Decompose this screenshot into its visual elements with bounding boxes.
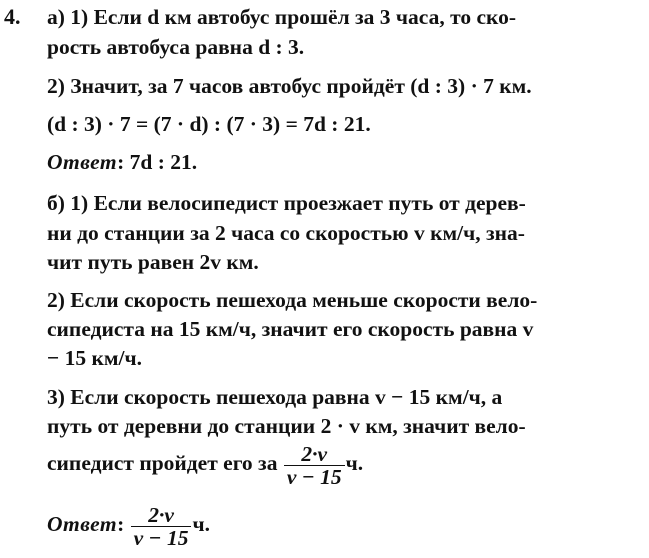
time-fraction [284,443,345,488]
answer-fraction [131,504,192,549]
part-a-line-2: рость автобуса равна d : 3. [47,35,305,59]
answer-suffix: ч. [192,512,210,536]
part-b-line-9 [47,435,363,491]
answer-colon: : [117,512,125,536]
fraction-numerator: 2·v [284,443,345,466]
part-b-line-8: путь от деревни до станции 2 · v км, значит вело- [47,414,526,438]
part-b-line-3: чит путь равен 2v км. [47,250,259,274]
answer-label: Ответ [47,512,118,536]
part-b-line-2: ни до станции за 2 часа со скоростью v км/ч, зна- [47,221,525,245]
part-a-line-3: 2) Значит, за 7 часов автобус пройдёт (d : 3) · 7 км. [47,74,532,98]
answer-label: Ответ [47,150,118,174]
part-b-line-6: − 15 км/ч. [47,346,143,370]
line9-prefix: сипедист пройдет его за [47,451,278,475]
line9-suffix: ч. [345,451,364,475]
answer-numerator: 2·v [131,504,192,527]
part-b-line-4: 2) Если скорость пешехода меньше скорости вело- [47,288,538,312]
part-a-answer [47,148,197,176]
part-a-line-4: (d : 3) · 7 = (7 · d) : (7 · 3) = 7d : 21. [47,112,371,136]
part-b-line-7: 3) Если скорость пешехода равна v − 15 км/ч, а [47,385,503,409]
answer-value: : 7d : 21. [117,150,198,174]
fraction-denominator: v − 15 [286,464,342,489]
part-b-answer [47,496,210,552]
problem-number: 4. [4,4,21,29]
answer-denominator: v − 15 [133,525,189,550]
part-a-line-1: а) 1) Если d км автобус прошёл за 3 часа, то ско- [47,5,517,29]
part-b-line-5: сипедиста на 15 км/ч, значит его скорость равна v [47,317,534,341]
part-b-line-1: б) 1) Если велосипедист проезжает путь от дерев- [47,191,526,215]
